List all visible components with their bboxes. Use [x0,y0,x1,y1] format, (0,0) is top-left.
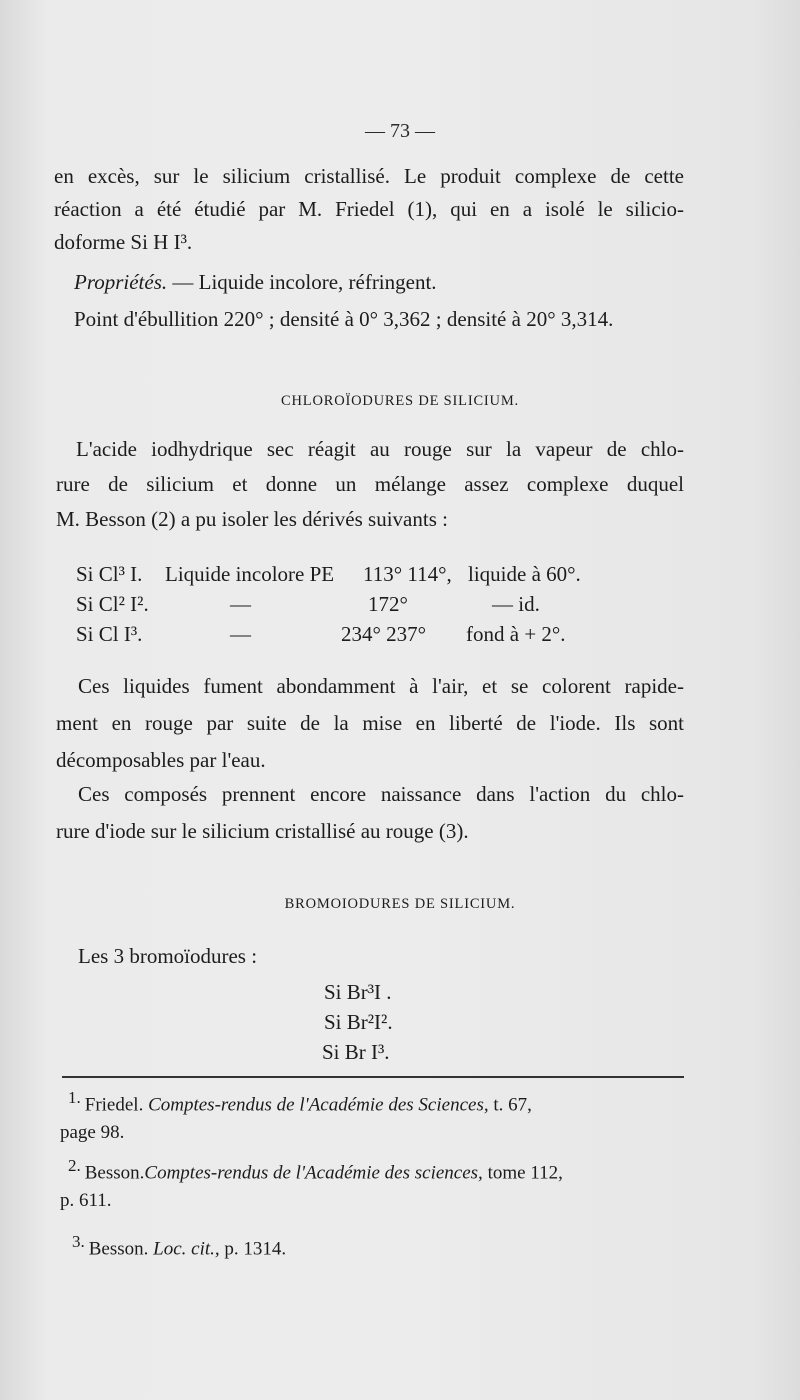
table-row-2-value: 172° [368,592,408,616]
bromo-formula-1: Si Br³I . [324,980,392,1004]
table-row-3-value: 234° 237° [341,622,427,646]
footnote-3 [72,1232,286,1260]
footnote-1-cont: page 98. [60,1122,125,1143]
footnote-2-title: Comptes-rendus de l'Académie des sciences, [144,1162,483,1184]
bromo-formula-2: Si Br²I². [324,1010,393,1034]
footnote-2-cont: p. 611. [60,1190,112,1211]
page-number: — 73 — [365,120,435,142]
section-heading-chloroiodures: CHLOROÏODURES DE SILICIUM. [281,393,519,409]
table-row-1-state: liquide à 60°. [468,562,581,586]
table-row-2-formula: Si Cl² I². [76,592,149,616]
footnote-3-author: Besson. [88,1238,149,1260]
table-row-3-state: fond à + 2°. [466,622,566,646]
footnote-3-number: 3. [72,1232,85,1251]
para1-line-3: décomposables par l'eau. [56,748,266,772]
table-row-2-state: — id. [492,592,540,616]
table-row-3-desc: — [230,622,251,646]
section1-intro-line-1: L'acide iodhydrique sec réagit au rouge sur la vapeur de chlo- [76,437,684,461]
properties-line-2: Point d'ébullition 220° ; densité à 0° 3,362 ; densité à 20° 3,314. [74,307,614,331]
footnote-1-author: Friedel. [84,1094,144,1116]
para2-line-1: Ces composés prennent encore naissance dans l'action du chlo- [78,782,684,806]
para1-line-2: ment en rouge par suite de la mise en liberté de l'iode. Ils sont [56,711,684,735]
footnote-1-rest: t. 67, [488,1094,532,1116]
footnote-2-number: 2. [68,1156,81,1175]
footnote-2 [68,1156,563,1184]
table-row-1-desc: Liquide incolore PE [165,562,335,586]
properties-text: — Liquide incolore, réfringent. [167,270,437,294]
footnote-1-title: Comptes-rendus de l'Académie des Sciences, [148,1094,489,1116]
table-row-1-formula: Si Cl³ I. [76,562,143,586]
footnote-divider [62,1076,684,1078]
footnote-1-number: 1. [68,1088,81,1107]
para1-line-1: Ces liquides fument abondamment à l'air, et se colorent rapide- [78,674,684,698]
properties-line [74,266,437,299]
section1-intro-line-2: rure de silicium et donne un mélange assez complexe duquel [56,472,684,496]
bromo-formula-3: Si Br I³. [322,1040,390,1064]
table-row-1-value: 113° 114°, [363,562,452,586]
footnote-2-author: Besson. [84,1162,145,1184]
intro-line-3: doforme Si H I³. [54,230,193,254]
intro-line-2: réaction a été étudié par M. Friedel (1), qui en a isolé le silicio- [54,197,684,221]
section-heading-bromoiodures: BROMOIODURES DE SILICIUM. [284,896,516,912]
footnote-3-title: Loc. cit., [153,1238,220,1260]
table-row-3-formula: Si Cl I³. [76,622,143,646]
intro-line-1: en excès, sur le silicium cristallisé. Le produit complexe de cette [54,164,684,188]
footnote-3-rest: p. 1314. [219,1238,287,1260]
footnote-1 [68,1088,532,1116]
bromo-intro: Les 3 bromoïodures : [78,944,258,968]
section1-intro-line-3: M. Besson (2) a pu isoler les dérivés suivants : [56,507,448,531]
footnote-2-rest: tome 112, [482,1162,563,1184]
table-row-2-desc: — [230,592,251,616]
properties-label: Propriétés. [74,270,168,294]
para2-line-2: rure d'iode sur le silicium cristallisé au rouge (3). [56,819,469,843]
